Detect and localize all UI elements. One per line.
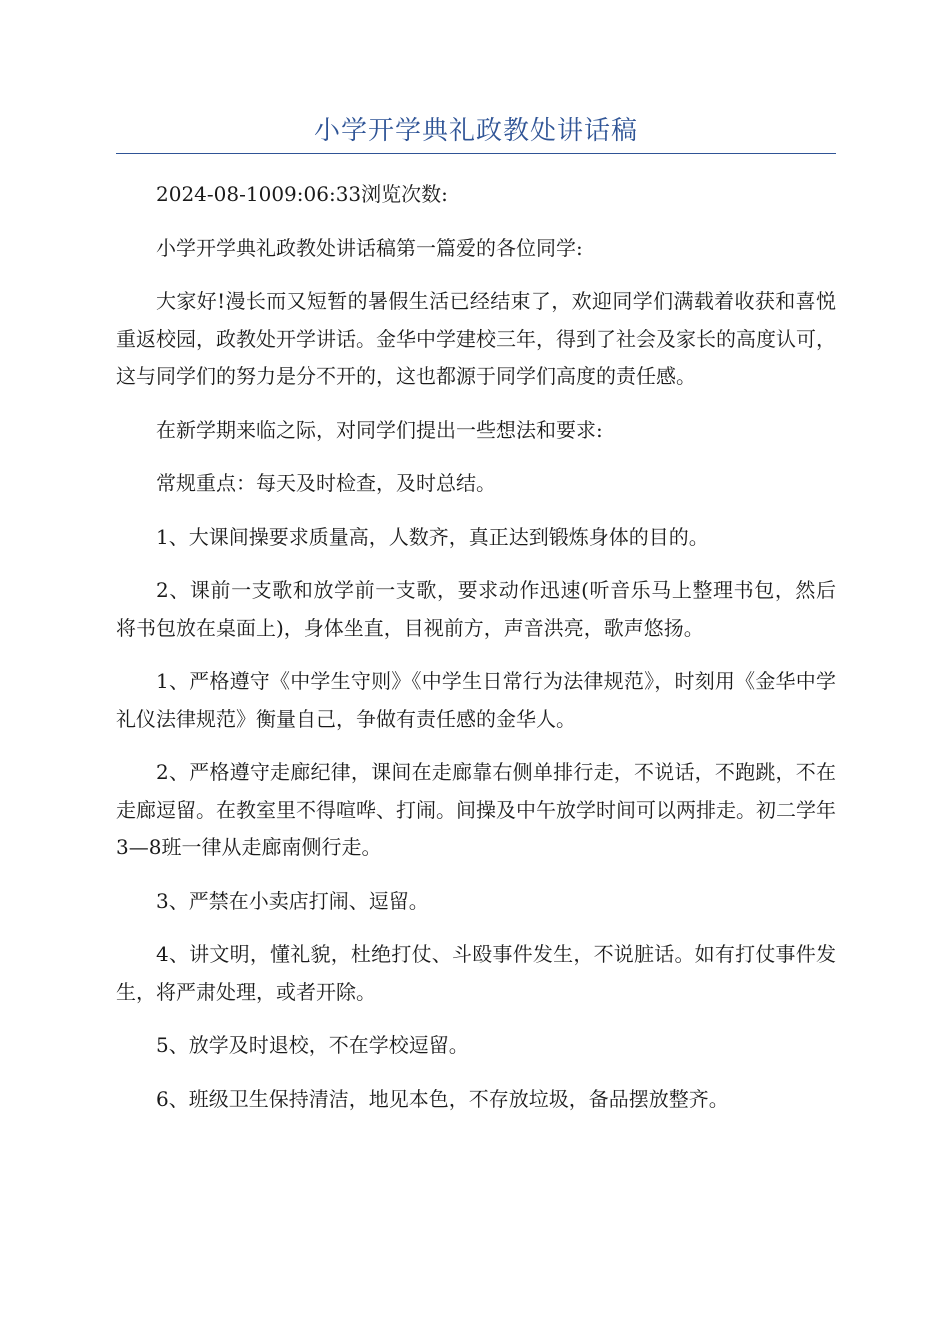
list-item: 2、严格遵守走廊纪律，课间在走廊靠右侧单排行走，不说话，不跑跳，不在走廊逗留。在教室里不得喧哗、打闹。间操及中午放学时间可以两排走。初二学年3—8班一律从走廊南侧行走。 bbox=[116, 760, 836, 859]
list-item: 3、严禁在小卖店打闹、逗留。 bbox=[156, 888, 429, 913]
paragraph: 大家好!漫长而又短暂的暑假生活已经结束了，欢迎同学们满载着收获和喜悦重返校园，政教处开学讲话。金华中学建校三年，得到了社会及家长的高度认可，这与同学们的努力是分不开的，这也都源于同学们高度的责任感。 bbox=[116, 289, 836, 388]
list-item: 4、讲文明，懂礼貌，杜绝打仗、斗殴事件发生，不说脏话。如有打仗事件发生，将严肃处理，或者开除。 bbox=[116, 942, 836, 1004]
paragraph: 常规重点：每天及时检查，及时总结。 bbox=[156, 471, 496, 495]
paragraph: 小学开学典礼政教处讲话稿第一篇爱的各位同学: bbox=[156, 235, 583, 260]
title-underline bbox=[116, 153, 836, 154]
list-item: 5、放学及时退校，不在学校逗留。 bbox=[156, 1033, 469, 1057]
list-item: 6、班级卫生保持清洁，地见本色，不存放垃圾，备品摆放整齐。 bbox=[156, 1086, 729, 1111]
document-title: 小学开学典礼政教处讲话稿 bbox=[313, 116, 638, 146]
list-item: 1、严格遵守《中学生守则》《中学生日常行为法律规范》，时刻用《金华中学礼仪法律规范》衡量自己，争做有责任感的金华人。 bbox=[116, 669, 836, 731]
paragraph: 在新学期来临之际，对同学们提出一些想法和要求: bbox=[156, 417, 603, 442]
list-item: 2、课前一支歌和放学前一支歌，要求动作迅速(听音乐马上整理书包，然后将书包放在桌面上)，身体坐直，目视前方，声音洪亮，歌声悠扬。 bbox=[116, 578, 836, 640]
document-body bbox=[116, 176, 836, 1118]
document-page bbox=[116, 0, 836, 1134]
list-item: 1、大课间操要求质量高，人数齐，真正达到锻炼身体的目的。 bbox=[156, 524, 709, 549]
meta-line: 2024-08-1009:06:33浏览次数: bbox=[156, 182, 448, 206]
